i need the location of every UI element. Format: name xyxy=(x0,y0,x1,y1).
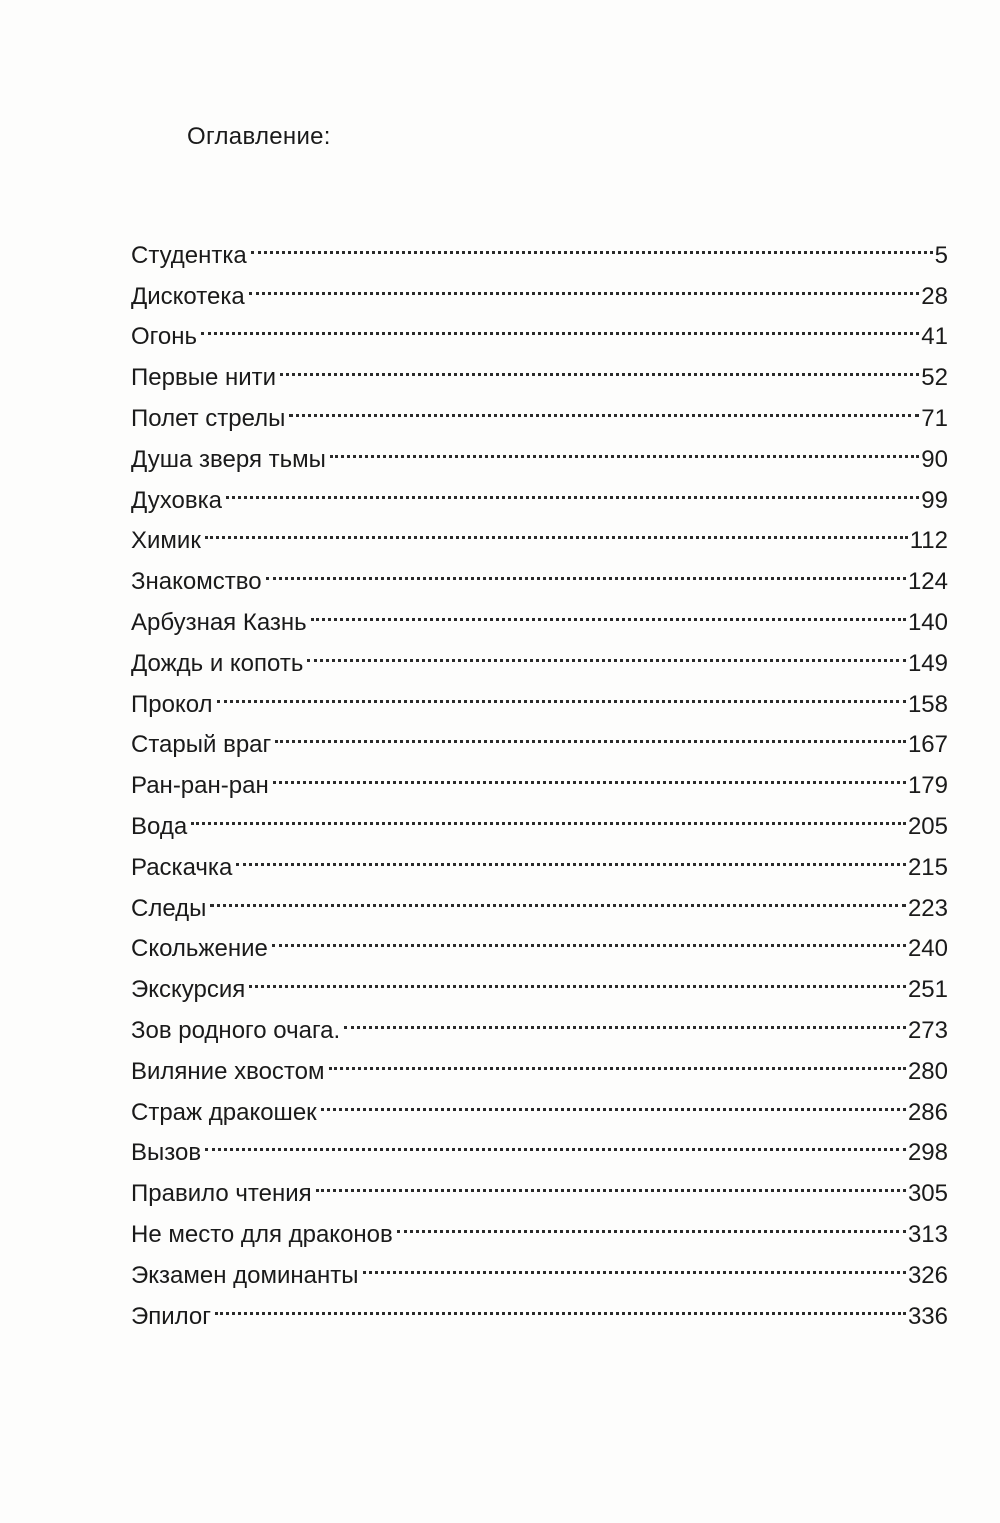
toc-entry xyxy=(131,712,948,759)
toc-dot-leader xyxy=(236,834,906,875)
toc-entry-page-number: 90 xyxy=(921,445,948,473)
toc-entry xyxy=(131,956,948,1004)
toc-entry-title: Вода xyxy=(131,812,188,840)
toc-entry xyxy=(131,548,948,596)
toc-dot-leader xyxy=(321,1079,906,1120)
toc-dot-leader xyxy=(205,508,908,549)
toc-dot-leader xyxy=(266,548,906,589)
toc-entry-title: Раскачка xyxy=(131,853,233,881)
toc-entry-title: Ран-ран-ран xyxy=(131,772,269,800)
toc-dot-leader xyxy=(201,304,919,345)
toc-entry xyxy=(131,1283,948,1330)
toc-entry-page-number: 298 xyxy=(907,1139,948,1167)
toc-dot-leader xyxy=(316,1160,906,1201)
toc-entry-title: Студентка xyxy=(131,241,247,269)
toc-entry-page-number: 280 xyxy=(907,1057,948,1085)
toc-entry-page-number: 140 xyxy=(907,608,948,636)
toc-entry-title: Старый враг xyxy=(131,731,272,759)
toc-heading: Оглавление: xyxy=(187,123,331,150)
toc-entry-title: Скольжение xyxy=(131,935,268,963)
toc-dot-leader xyxy=(344,997,906,1038)
toc-entry-title: Экзамен доминанты xyxy=(131,1261,359,1289)
toc-entry xyxy=(131,1120,948,1167)
toc-entry-page-number: 41 xyxy=(921,323,948,351)
toc-dot-leader xyxy=(289,385,919,426)
toc-dot-leader xyxy=(210,875,906,916)
toc-entry xyxy=(131,834,948,881)
toc-entry xyxy=(131,1160,948,1208)
toc-entry-title: Не место для драконов xyxy=(131,1220,393,1248)
toc-entry-page-number: 313 xyxy=(907,1220,948,1248)
toc-entry-title: Вызов xyxy=(131,1139,202,1167)
toc-entry-page-number: 99 xyxy=(921,486,948,514)
toc-dot-leader xyxy=(329,1038,906,1079)
toc-dot-leader xyxy=(397,1201,906,1242)
toc-entry-title: Экскурсия xyxy=(131,976,246,1004)
toc-entry-title: Химик xyxy=(131,527,201,555)
toc-entry-page-number: 149 xyxy=(907,649,948,677)
toc-entry-title: Страж дракошек xyxy=(131,1098,317,1126)
toc-dot-leader xyxy=(249,956,906,997)
toc-entry-title: Духовка xyxy=(131,486,222,514)
toc-dot-leader xyxy=(307,630,906,671)
toc-dot-leader xyxy=(330,426,919,467)
toc-entry-title: Первые нити xyxy=(131,364,277,392)
toc-dot-leader xyxy=(280,344,919,385)
toc-entry-page-number: 167 xyxy=(907,731,948,759)
toc-dot-leader xyxy=(205,1120,906,1161)
toc-entry-page-number: 251 xyxy=(907,976,948,1004)
toc-entry xyxy=(131,875,948,922)
toc-entry-page-number: 215 xyxy=(907,853,948,881)
toc-entry-title: Следы xyxy=(131,894,207,922)
toc-dot-leader xyxy=(251,222,933,263)
toc-entry xyxy=(131,263,948,310)
toc-entry-page-number: 326 xyxy=(907,1261,948,1289)
toc-entry-page-number: 71 xyxy=(921,404,948,432)
toc-entry-title: Арбузная Казнь xyxy=(131,608,307,636)
toc-dot-leader xyxy=(272,916,906,957)
toc-list xyxy=(131,222,948,1330)
toc-entry-page-number: 124 xyxy=(907,568,948,596)
toc-dot-leader xyxy=(273,752,906,793)
toc-entry xyxy=(131,793,948,840)
toc-entry-title: Знакомство xyxy=(131,568,262,596)
toc-entry-title: Дискотека xyxy=(131,282,245,310)
toc-entry-title: Огонь xyxy=(131,323,197,351)
toc-dot-leader xyxy=(249,263,920,304)
toc-entry-page-number: 240 xyxy=(907,935,948,963)
toc-entry-page-number: 28 xyxy=(921,282,948,310)
toc-dot-leader xyxy=(191,793,906,834)
toc-entry-page-number: 336 xyxy=(907,1302,948,1330)
toc-entry xyxy=(131,222,948,269)
toc-entry-page-number: 273 xyxy=(907,1016,948,1044)
toc-dot-leader xyxy=(217,671,906,712)
toc-entry-page-number: 158 xyxy=(907,690,948,718)
toc-entry-title: Дождь и копоть xyxy=(131,649,304,677)
toc-entry xyxy=(131,916,948,963)
toc-entry-title: Прокол xyxy=(131,690,213,718)
toc-entry-page-number: 179 xyxy=(907,772,948,800)
toc-entry-title: Полет стрелы xyxy=(131,404,286,432)
toc-dot-leader xyxy=(215,1283,906,1324)
toc-entry xyxy=(131,671,948,718)
toc-dot-leader xyxy=(311,589,906,630)
toc-entry-title: Зов родного очага. xyxy=(131,1016,341,1044)
toc-entry xyxy=(131,508,948,555)
toc-entry xyxy=(131,997,948,1044)
toc-dot-leader xyxy=(226,467,919,508)
toc-entry xyxy=(131,344,948,392)
toc-entry-page-number: 5 xyxy=(934,241,948,269)
toc-entry xyxy=(131,467,948,514)
toc-dot-leader xyxy=(275,712,906,753)
toc-dot-leader xyxy=(363,1242,906,1283)
toc-entry-page-number: 112 xyxy=(909,527,948,555)
toc-entry-title: Правило чтения xyxy=(131,1180,312,1208)
toc-entry xyxy=(131,304,948,351)
toc-entry-page-number: 52 xyxy=(921,364,948,392)
toc-entry-page-number: 205 xyxy=(907,812,948,840)
toc-entry-title: Виляние хвостом xyxy=(131,1057,325,1085)
toc-entry-page-number: 286 xyxy=(907,1098,948,1126)
toc-entry-title: Душа зверя тьмы xyxy=(131,445,326,473)
toc-entry-page-number: 223 xyxy=(907,894,948,922)
toc-entry-page-number: 305 xyxy=(907,1180,948,1208)
toc-entry-title: Эпилог xyxy=(131,1302,212,1330)
